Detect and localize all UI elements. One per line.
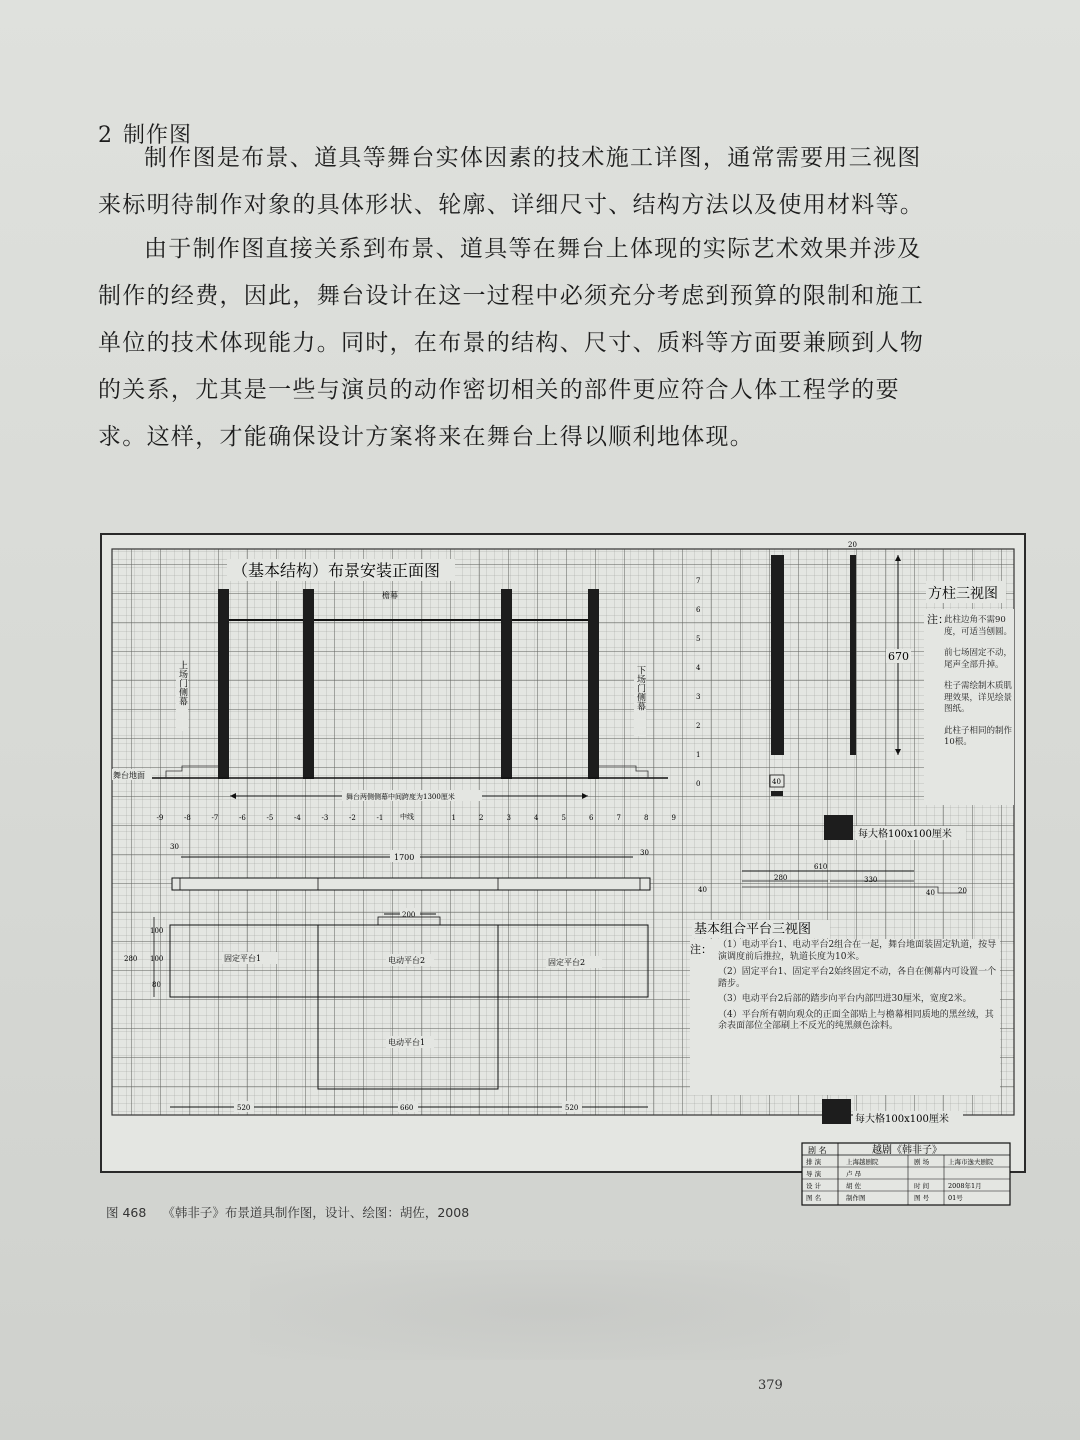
platform-motor-1-label: 电动平台1 [388,1038,426,1047]
platform-fixed-2-label: 固定平台2 [548,958,586,967]
curtain-label: 檐幕 [382,591,398,600]
axis-tick-label: -8 [184,814,191,822]
column-note-4: 此柱子相同的制作10根。 [944,725,1013,747]
right-door-label [634,665,646,736]
dim-280: 280 [124,955,138,963]
column-note-2: 前七场固定不动，尾声全部升掉。 [944,648,1013,670]
column-front-3 [501,589,512,779]
axis-tick-label: 1 [451,814,456,822]
dim-40a: 40 [698,886,707,894]
axis-tick-label: -9 [156,814,164,822]
title-block-cell: 设 计 [806,1182,822,1190]
platform-elevation [172,878,650,890]
title-block-cell: 01号 [948,1194,963,1202]
axis-tick-label: -4 [294,814,301,822]
dim-1700: 1700 [394,853,415,862]
title-block-cell: 胡 佐 [846,1182,862,1190]
column-front-1 [218,589,229,779]
title-block-cell: 图 号 [914,1194,930,1202]
column-plan-mark [771,791,783,796]
axis-tick-label: 5 [561,814,566,822]
dim-100b: 100 [150,955,164,963]
title-block-cell: 导 演 [806,1170,822,1178]
dim-520-left: 520 [237,1104,251,1112]
axis-tick-label: 8 [644,814,649,822]
dim-660: 660 [400,1104,414,1112]
dim-200: 200 [402,911,416,919]
title-block-play-value: 越剧《韩非子》 [872,1145,942,1156]
column-three-view-title: 方柱三视图 [928,586,998,602]
dim-20: 20 [958,887,967,895]
column-view-front [771,555,784,755]
axis-tick-label: 2 [479,814,484,822]
scale-label-1: 每大格100x100厘米 [858,829,952,840]
left-door-label [176,659,188,731]
vertical-scale-label: 1 [696,751,701,759]
dim-30-right: 30 [640,849,649,857]
vertical-scale-label: 6 [696,606,701,614]
dim-100a: 100 [150,927,164,935]
platform-notes-label: 注： [690,943,712,956]
axis-tick-label: -6 [239,814,246,822]
dim-80: 80 [152,981,161,989]
title-block-cell: 上海越剧院 [846,1158,879,1166]
title-block-cell: 剧 场 [914,1158,930,1166]
title-block-cell: 上海市逸夫剧院 [948,1158,994,1166]
figure-caption [106,1203,469,1221]
vertical-scale-label: 4 [696,664,701,672]
platform-note-4: （4）平台所有朝向观众的正面全部贴上与檐幕相同质地的黑丝绒，其余表面部位全部刷上不反光的纯黑颜色涂料。 [718,1009,994,1031]
axis-tick-label: 3 [506,814,511,822]
title-block-cell: 2008年1月 [948,1182,982,1190]
column-top-dimension: 20 [848,541,857,549]
paragraph-1: 制作图是布景、道具等舞台实体因素的技术施工详图，通常需要用三视图来标明待制作对象的具体形状、轮廓、详细尺寸、结构方法以及使用材料等。 [98,145,925,218]
title-block-cell: 时 间 [914,1182,930,1190]
scale-swatch-1 [824,815,853,840]
column-front-4 [588,589,599,779]
title-block-play-label: 剧 名 [808,1146,827,1155]
platform-notes [718,940,1002,1100]
platform-motor-2-label: 电动平台2 [388,956,426,965]
axis-tick-label: 4 [534,814,539,822]
title-block-cell: 排 演 [806,1158,822,1166]
page-number: 379 [758,1378,783,1393]
column-front-2 [303,589,314,779]
span-label: 舞台两侧侧幕中间跨度为1300厘米 [346,793,455,801]
axis-tick-label: -2 [349,814,356,822]
front-elevation-title: （基本结构）布景安装正面图 [232,561,441,580]
vertical-scale-label: 3 [696,693,701,701]
column-height-dimension: 670 [888,650,909,663]
platform-fixed-1-label: 固定平台1 [224,954,262,963]
figure-number: 图 468 [106,1205,147,1220]
axis-tick-label: -3 [321,814,329,822]
vertical-scale-label: 2 [696,722,701,730]
scale-swatch-2 [822,1099,851,1124]
title-block-cell: 卢 昂 [846,1170,862,1178]
vertical-scale-label: 0 [696,780,701,788]
vertical-scale-label: 5 [696,635,701,643]
column-note-3: 柱子需绘制木质肌理效果，详见绘景图纸。 [944,681,1013,714]
platform-note-1: （1）电动平台1、电动平台2组合在一起，舞台地面装固定轨道，按导演调度前后推拉，轨道长度为10米。 [718,940,997,962]
dim-40b: 40 [926,889,935,897]
vertical-scale-label: 7 [696,577,701,585]
axis-tick-label: -5 [266,814,274,822]
axis-tick-label: 6 [589,814,594,822]
title-block-cell: 图 名 [806,1194,822,1202]
scale-label-2: 每大格100x100厘米 [855,1114,949,1125]
svg-text:下场门侧幕: 下场门侧幕 [635,665,645,711]
show-through-smudge [250,1260,850,1360]
column-base-dimension: 40 [772,778,781,786]
dim-330: 330 [864,876,878,884]
column-notes-label: 注： [927,613,949,626]
dim-610: 610 [814,863,828,871]
dim-280b: 280 [774,874,788,882]
construction-drawing [102,535,1024,1202]
title-block [802,1143,1010,1205]
stage-floor-label: 舞台地面 [113,771,145,780]
title-block-cell: 制作图 [846,1194,866,1202]
column-view-side [850,555,856,755]
platform-note-2: （2）固定平台1、固定平台2始终固定不动，各自在侧幕内可设置一个踏步。 [718,967,997,989]
axis-tick-label: 9 [671,814,676,822]
figure-caption-text: 《韩非子》布景道具制作图，设计、绘图：胡佐，2008 [162,1205,470,1220]
axis-tick-label: -1 [376,814,384,822]
platform-three-view-title: 基本组合平台三视图 [694,922,812,937]
platform-note-3: （3）电动平台2后部的踏步向平台内部凹进30厘米，宽度2米。 [718,994,972,1004]
column-notes [944,615,1012,805]
center-line-label: 中线 [400,813,414,821]
section-title: 制作图 [123,123,193,148]
construction-drawing-figure [100,533,1026,1202]
paragraph-2: 由于制作图直接关系到布景、道具等在舞台上体现的实际艺术效果并涉及制作的经费，因此，舞台设计在这一过程中必须充分考虑到预算的限制和施工单位的技术体现能力。同时，在布景的结构、尺寸、质料等方面要兼顾到人物的关系，尤其是一些与演员的动作密切相关的部件更应符合人体工程学的要求。这样，才能确保设计方案将来在舞台上得以顺利地体现。 [98,236,925,450]
column-note-1: 此柱边角不需90度，可适当刨圆。 [944,615,1013,637]
axis-tick-label: -7 [211,814,219,822]
section-number: 2 [98,123,113,148]
dim-30-left: 30 [170,843,179,851]
dim-520-right: 520 [565,1104,579,1112]
svg-text:上场门侧幕: 上场门侧幕 [177,660,187,706]
axis-tick-label: 7 [616,814,621,822]
